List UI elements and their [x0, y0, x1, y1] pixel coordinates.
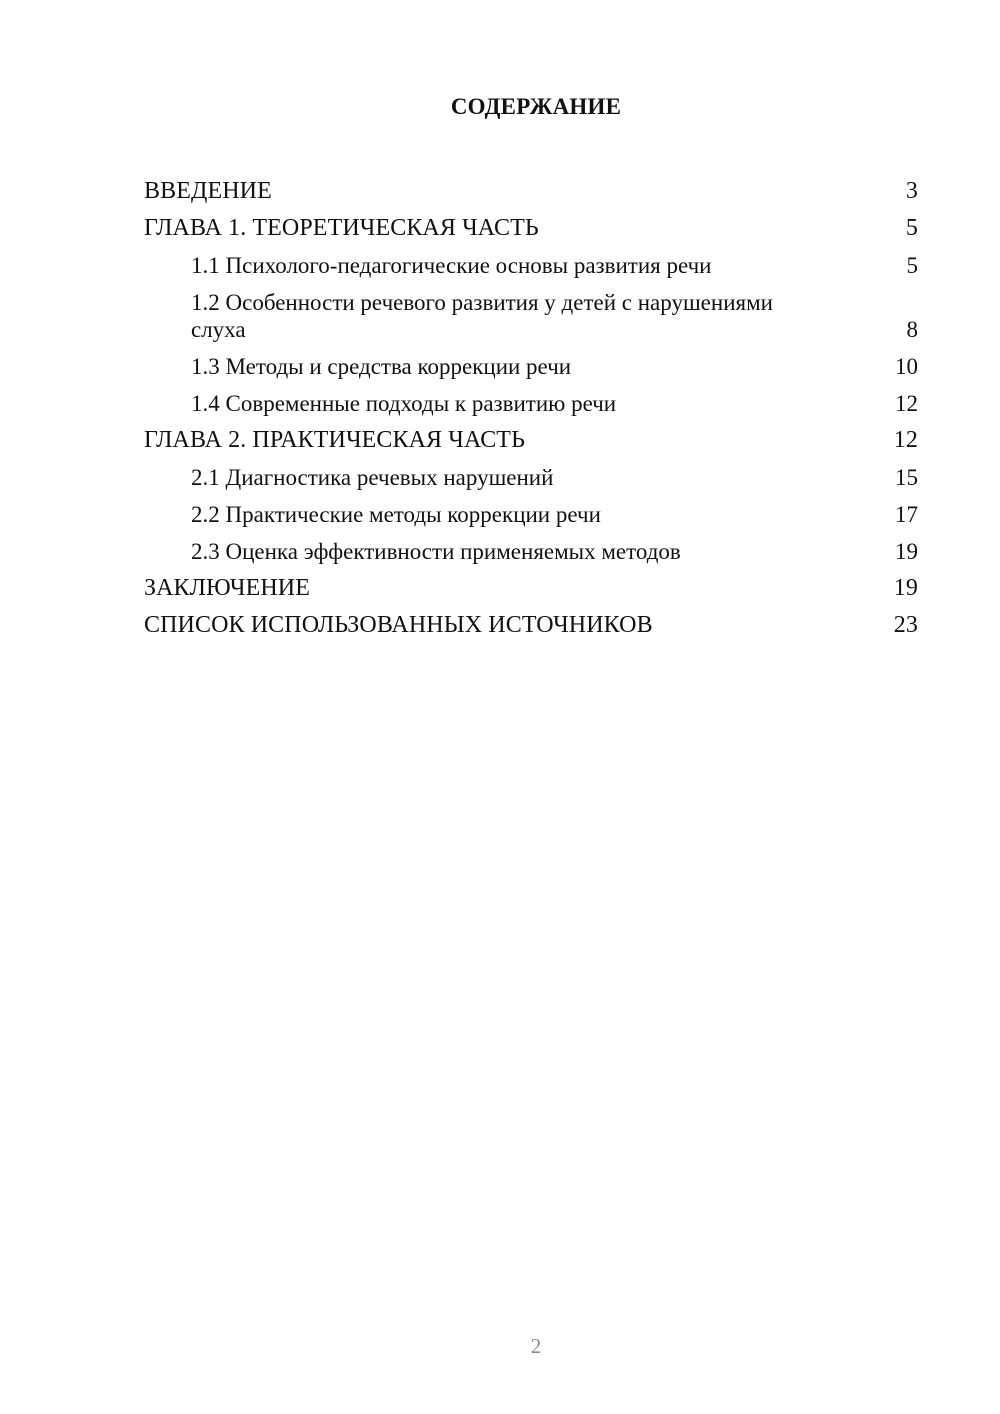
- toc-entry-page: 5: [905, 215, 918, 241]
- toc-entry-page: 19: [895, 539, 918, 564]
- table-of-contents: [144, 168, 918, 639]
- toc-entry-conclusion: [144, 565, 918, 602]
- toc-entry-text: СПИСОК ИСПОЛЬЗОВАННЫХ ИСТОЧНИКОВ: [144, 612, 653, 638]
- toc-entry-page: 15: [895, 465, 918, 490]
- toc-entry-page: 19: [893, 575, 918, 601]
- toc-entry-page: 5: [906, 253, 918, 278]
- toc-entry-text: 1.4 Современные подходы к развитию речи: [191, 391, 617, 416]
- toc-entry-references: [144, 602, 918, 639]
- toc-entry-text: 2.3 Оценка эффективности применяемых методов: [191, 539, 681, 564]
- toc-entry-text: ГЛАВА 1. ТЕОРЕТИЧЕСКАЯ ЧАСТЬ: [144, 215, 539, 241]
- toc-entry-section-1-2: [144, 279, 918, 343]
- toc-entry-text: 1.2 Особенности речевого развития у детей с нарушениями слуха: [191, 290, 773, 342]
- toc-entry-text: ВВЕДЕНИЕ: [144, 178, 272, 204]
- toc-entry-page: 12: [895, 391, 918, 416]
- toc-entry-section-2-3: [144, 528, 918, 565]
- toc-entry-page: 3: [905, 178, 918, 204]
- toc-entry-page: 23: [893, 612, 918, 638]
- toc-entry-text: 1.3 Методы и средства коррекции речи: [191, 354, 572, 379]
- toc-entry-page: 8: [906, 317, 918, 342]
- toc-entry-section-2-2: [144, 491, 918, 528]
- toc-entry-section-2-1: [144, 454, 918, 491]
- toc-entry-text: 2.1 Диагностика речевых нарушений: [191, 465, 554, 490]
- toc-entry-text: 2.2 Практические методы коррекции речи: [191, 502, 601, 527]
- toc-entry-text: ЗАКЛЮЧЕНИЕ: [144, 575, 310, 601]
- page-title: СОДЕРЖАНИЕ: [450, 94, 622, 119]
- toc-entry-section-1-1: [144, 242, 918, 279]
- toc-entry-section-1-4: [144, 380, 918, 417]
- page-number: 2: [530, 1334, 542, 1358]
- toc-entry-text: ГЛАВА 2. ПРАКТИЧЕСКАЯ ЧАСТЬ: [144, 427, 525, 453]
- toc-entry-chapter-1: [144, 205, 918, 242]
- toc-entry-page: 12: [893, 427, 918, 453]
- toc-entry-text: 1.1 Психолого-педагогические основы развития речи: [191, 253, 712, 278]
- toc-entry-chapter-2: [144, 417, 918, 454]
- toc-entry-section-1-3: [144, 343, 918, 380]
- toc-entry-introduction: [144, 168, 918, 205]
- toc-entry-page: 17: [895, 502, 918, 527]
- toc-entry-page: 10: [895, 354, 918, 379]
